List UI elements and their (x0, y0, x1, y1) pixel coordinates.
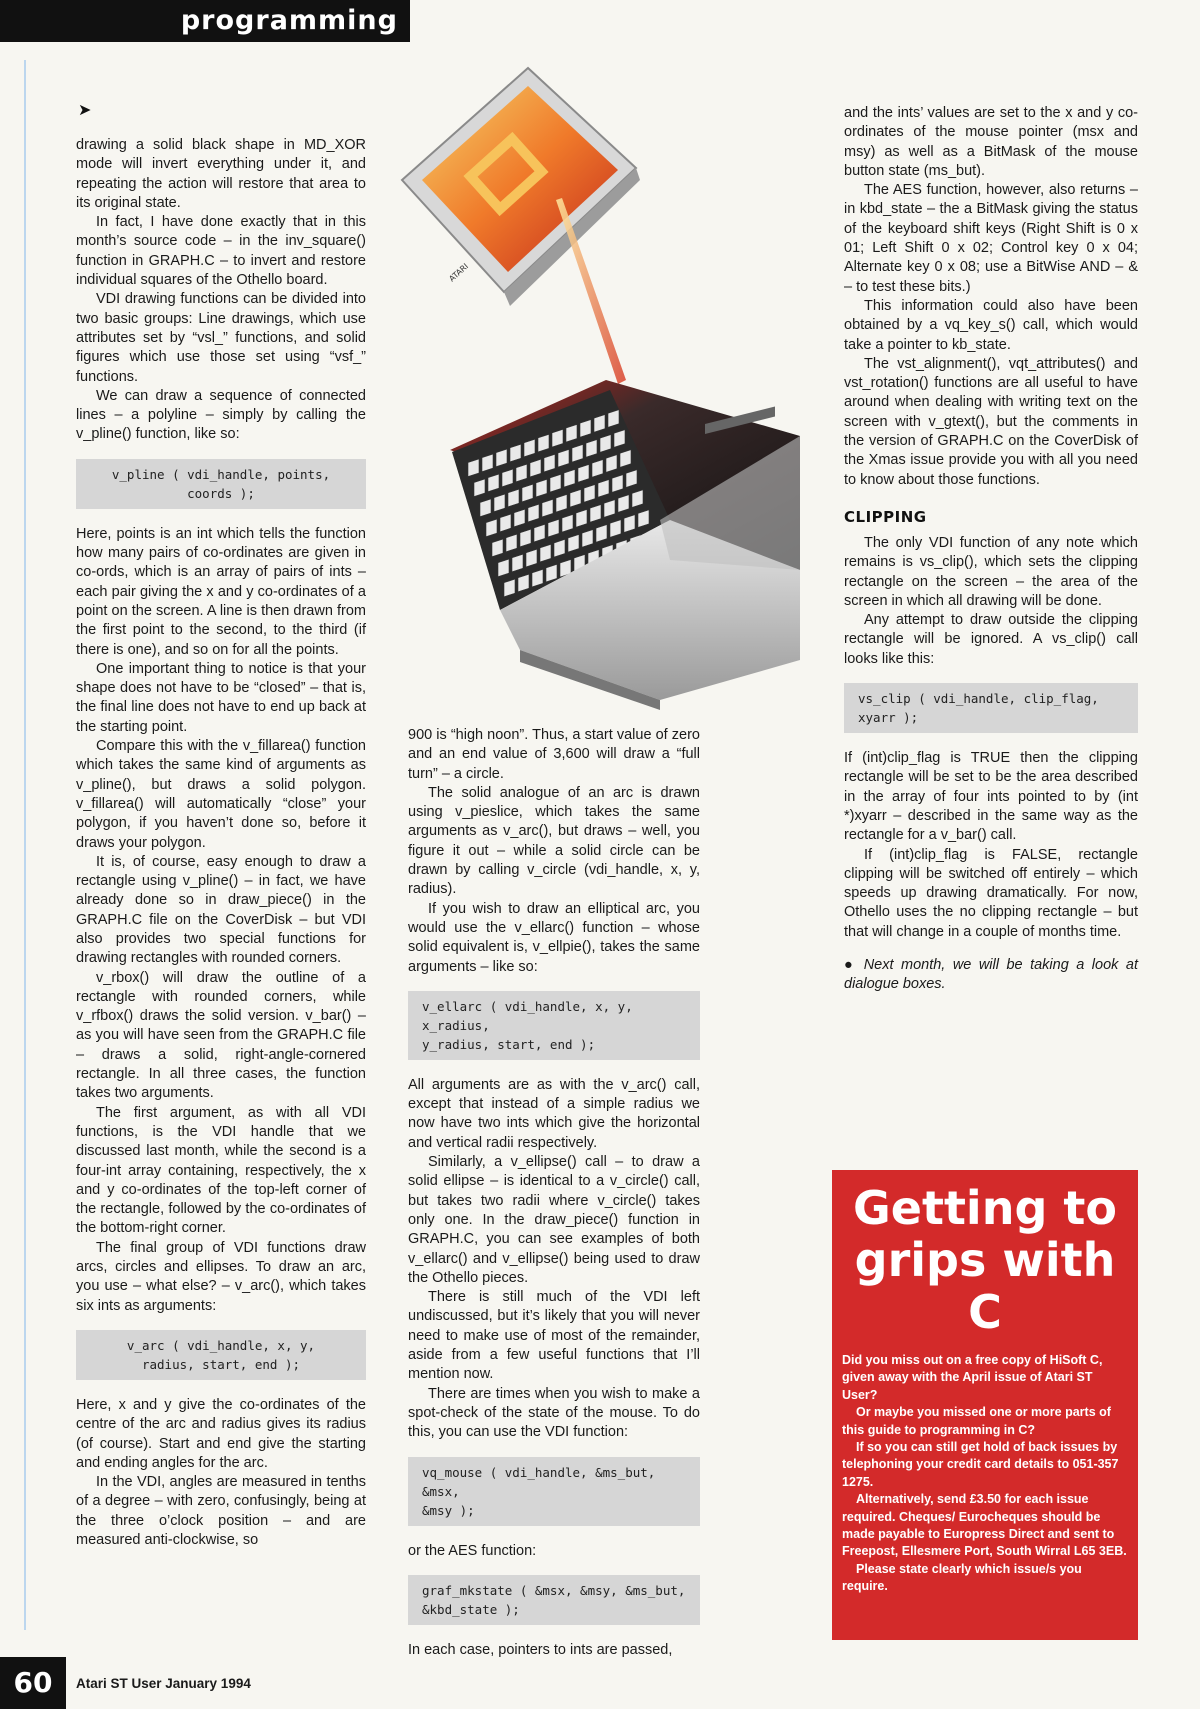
sidebar-title: Getting to grips with C (853, 1181, 1117, 1339)
paragraph: and the ints’ values are set to the x and y co-ordinates of the mouse pointer (msx and msy) as well as a BitMask of the mouse button state (ms_but). (844, 105, 1138, 179)
margin-rule (24, 60, 26, 1630)
paragraph: If you wish to draw an elliptical arc, you would use the v_ellarc() function – whose solid equivalent is, v_ellpie(), takes the same arguments – like so: (408, 900, 700, 975)
paragraph: Here, x and y give the co-ordinates of the centre of the arc and radius gives its radius (of course). Start and end give the starting and ending angles for the arc. (76, 1396, 366, 1471)
column-1 (76, 136, 366, 1550)
issue-footer: Atari ST User January 1994 (76, 1676, 251, 1691)
paragraph: There is still much of the VDI left undiscussed, but it’s likely that you will never need to make use of most of the remainder, aside from a few useful functions that I’ll mention now. (408, 1289, 700, 1383)
sidebar-paragraph: Or maybe you missed one or more parts of this guide to programming in C? (842, 1405, 1111, 1437)
section-heading: CLIPPING (844, 507, 927, 526)
sidebar-paragraph: Did you miss out on a free copy of HiSoft C, given away with the April issue of Atari ST User? (842, 1353, 1103, 1402)
paragraph: or the AES function: (408, 1542, 537, 1559)
paragraph: In each case, pointers to ints are passed, (408, 1641, 673, 1658)
column-3 (844, 104, 1138, 995)
paragraph: We can draw a sequence of connected lines – a polyline – simply by calling the v_pline() function, like so: (76, 387, 366, 443)
paragraph: In the VDI, angles are measured in tenths of a degree – with zero, confusingly, being at the three o’clock position – and are measured anti-clockwise, so (76, 1474, 366, 1548)
paragraph: The vst_alignment(), vqt_attributes() and vst_rotation() functions are all useful to have around when dealing with writing text on the screen with v_gtext(), but the comments in the version of GRAPH.C on the CoverDisk of the Xmas issue provide you with all you need to know about those functions. (844, 355, 1138, 488)
paragraph: v_rbox() will draw the outline of a rectangle with rounded corners, while v_rfbox() draws the solid version. v_bar() – as you will have seen from the GRAPH.C file – draws a solid, right-angle-cornered rectangle. In all three cases, the function takes two arguments. (76, 969, 366, 1102)
paragraph: Here, points is an int which tells the function how many pairs of co-ordinates are given in co-ords, which is an array of pairs of ints – each pair giving the x and y co-ordinates of a point on the screen. A line is then drawn from the first point to the second, to the third (if there is one), and so on for all the points. (76, 525, 366, 658)
code-snippet: v_ellarc ( vdi_handle, x, y, x_radius, y_radius, start, end ); (408, 991, 700, 1060)
sidebar-paragraph: Please state clearly which issue/s you require. (842, 1561, 1082, 1594)
paragraph: drawing a solid black shape in MD_XOR mode will invert everything under it, and repeating the action will restore that area to its original state. (76, 137, 366, 211)
paragraph: The solid analogue of an arc is drawn using v_pieslice, which takes the same arguments as v_arc(), but draws – well, you figure it out – while a solid circle can be drawn by calling v_circle (vdi_handle, x, y, radius). (408, 784, 700, 898)
paragraph: Compare this with the v_fillarea() function which takes the same kind of arguments as v_pline(), but draws a solid polygon. v_fillarea() will automatically “close” your polygon, if you haven’t done so, before it draws your polygon. (76, 738, 366, 851)
paragraph: In fact, I have done exactly that in this month’s source code – in the inv_square() function in GRAPH.C – to invert and restore individual squares of the Othello board. (76, 214, 366, 289)
continued-arrow-icon: ➤ (78, 102, 92, 119)
paragraph: The AES function, however, also returns – in kbd_state – the a BitMask giving the status of the keyboard shift keys (Right Shift is 0 x 01; Left Shift 0 x 02; Control key 0 x 04; Alternate key 0 x 08; use a BitWise AND – & – to test these bits.) (844, 182, 1138, 295)
paragraph: If (int)clip_flag is TRUE then the clipping rectangle will be set to be the area described in the array of four ints pointed to by (int *)xyarr – described in the same way as the rectangle for a v_bar() call. (844, 750, 1138, 844)
sidebar-box (832, 1170, 1138, 1640)
paragraph: VDI drawing functions can be divided into two basic groups: Line drawings, which use attributes set by “vsl_” functions, and solid figures which use those set using “vsf_” functions. (76, 291, 366, 385)
section-header: programming (0, 0, 410, 42)
paragraph: The final group of VDI functions draw arcs, circles and ellipses. To draw an arc, you use – what else? – v_arc(), which takes six ints as arguments: (76, 1239, 366, 1314)
code-snippet: graf_mkstate ( &msx, &msy, &ms_but, &kbd_state ); (408, 1575, 700, 1625)
svg-text:ATARI: ATARI (447, 261, 471, 284)
next-month-note: ● Next month, we will be taking a look at dialogue boxes. (844, 956, 1138, 993)
code-snippet: vq_mouse ( vdi_handle, &ms_but, &msx, &msy ); (408, 1457, 700, 1526)
paragraph: This information could also have been obtained by a vq_key_s() call, which would take a pointer to kb_state. (844, 297, 1138, 353)
code-snippet: v_arc ( vdi_handle, x, y, radius, start, end ); (76, 1330, 366, 1380)
paragraph: It is, of course, easy enough to draw a rectangle using v_pline() – in fact, we have already done so in draw_piece() in the GRAPH.C file on the CoverDisk – but VDI also provides two special functions for drawing rectangles with rounded corners. (76, 853, 366, 967)
sidebar-paragraph: Alternatively, send £3.50 for each issue required. Cheques/ Eurocheques should be made payable to Europress Direct and sent to Freepost, Ellesmere Port, South Wirral L65 3EB. (842, 1492, 1127, 1559)
paragraph: If (int)clip_flag is FALSE, rectangle clipping will be switched off entirely – which speeds up drawing dramatically. For now, Othello uses the no clipping rectangle – but that will change in a couple of months time. (844, 846, 1138, 940)
paragraph: Any attempt to draw outside the clipping rectangle will be ignored. A vs_clip() call looks like this: (844, 612, 1138, 667)
atari-computer-illustration (360, 50, 800, 710)
paragraph: The first argument, as with all VDI functions, is the VDI handle that we discussed last month, while the second is a four-int array containing, respectively, the x and y co-ordinates of the top-left corner of the rectangle, followed by the co-ordinates of the bottom-right corner. (76, 1104, 366, 1237)
paragraph: The only VDI function of any note which remains is vs_clip(), which sets the clipping rectangle on the screen – the area of the screen in which all drawing will be done. (844, 534, 1138, 609)
paragraph: All arguments are as with the v_arc() call, except that instead of a simple radius we now have two ints which give the horizontal and vertical radii respectively. (408, 1076, 700, 1151)
paragraph: One important thing to notice is that your shape does not have to be “closed” – that is, the final line does not have to end up back at the starting point. (76, 660, 366, 735)
paragraph: 900 is “high noon”. Thus, a start value of zero and an end value of 3,600 will draw a “full turn” – a circle. (408, 727, 700, 782)
paragraph: There are times when you wish to make a spot-check of the state of the mouse. To do this, you can use the VDI function: (408, 1385, 700, 1441)
page-number: 60 (0, 1657, 66, 1709)
code-snippet: vs_clip ( vdi_handle, clip_flag, xyarr ); (844, 683, 1138, 733)
paragraph: Similarly, a v_ellipse() call – to draw a solid ellipse – is identical to a v_circle() call, but takes two radii where v_circle() takes only one. In the draw_piece() function in GRAPH.C, you can see examples of both v_ellarc() and v_ellipse() being used to draw the Othello pieces. (408, 1154, 700, 1286)
code-snippet: v_pline ( vdi_handle, points, coords ); (76, 459, 366, 509)
column-2 (408, 726, 700, 1660)
sidebar-paragraph: If so you can still get hold of back issues by telephoning your credit card details to 051-357 1275. (842, 1440, 1119, 1489)
